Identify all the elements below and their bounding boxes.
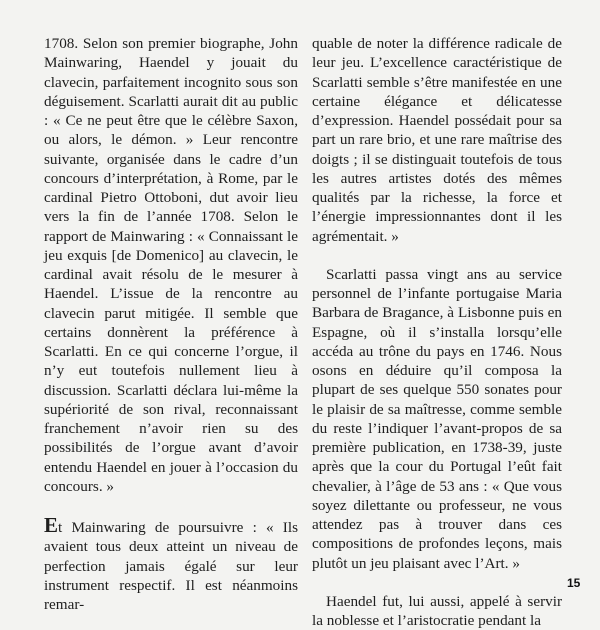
right-column — [312, 34, 562, 630]
left-paragraph-2 — [44, 515, 298, 614]
page-number: 15 — [567, 576, 581, 590]
right-paragraph-1: quable de noter la différence radicale de leur jeu. L’excellence caractéristique de Scarlatti semble s’être manifestée en une certaine élégance et délicatesse d’expression. Haendel possédait pour sa part un rare brio, et une rare maîtrise des doigts ; il se distinguait toutefois de tous les autres artistes dotés des mêmes qualités par la richesse, la force et l’énergie impressionnantes dont il les agrémentait. » — [312, 35, 562, 245]
left-column — [44, 34, 298, 614]
drop-cap-initial: E — [44, 513, 59, 537]
left-paragraph-1: 1708. Selon son premier biographe, John Mainwaring, Haendel y jouait du clavecin, parfaitement incognito sous son déguisement. Scarlatti aurait dit au public : « Ce ne peut être que le célèbre Saxon, ou alors, le démon. » Leur rencontre suivante, organisée dans le cadre d’un concours d’interprétation, à Rome, par le cardinal Pietro Ottoboni, dut avoir lieu vers la fin de l’année 1708. Selon le rapport de Mainwaring : « Connaissant le jeu exquis [de Domenico] au clavecin, le cardinal avait résolu de le mesurer à Haendel. L’issue de la rencontre au clavecin parut mitigée. Il semble que certains donnèrent la préférence à Scarlatti. En ce qui concerne l’orgue, il n’y eut toutefois nullement lieu à discussion. Scarlatti déclara lui-même la supériorité de son rival, reconnaissant franchement n’avoir rien su des possibilités de l’orgue avant d’avoir entendu Haendel en jouer à l’occasion du concours. » — [44, 35, 298, 495]
right-paragraph-3: Haendel fut, lui aussi, appelé à servir la noblesse et l’aristocratie pendant la — [312, 592, 562, 629]
left-paragraph-2-text: t Mainwaring de poursuivre : « Ils avaient tous deux atteint un niveau de perfection jamais égalé sur leur instrument respectif. Il est néanmoins remar- — [44, 519, 298, 613]
right-paragraph-2: Scarlatti passa vingt ans au service personnel de l’infante portugaise Maria Barbara de Bragance, à Lisbonne puis en Espagne, où il s’installa lorsqu’elle accéda au trône du pays en 1746. Nous osons en déduire qu’il composa la plupart de ses quelque 550 sonates pour le plaisir de sa maîtresse, comme semble du reste l’indiquer l’avant-propos de sa première publication, en 1738-39, juste après que la cour du Portugal l’eût fait chevalier, à l’âge de 53 ans : « Que vous soyez dilettante ou professeur, ne vous attendez pas à trouver dans ces compositions de profondes leçons, mais plutôt un jeu plaisant avec l’Art. » — [312, 265, 562, 572]
